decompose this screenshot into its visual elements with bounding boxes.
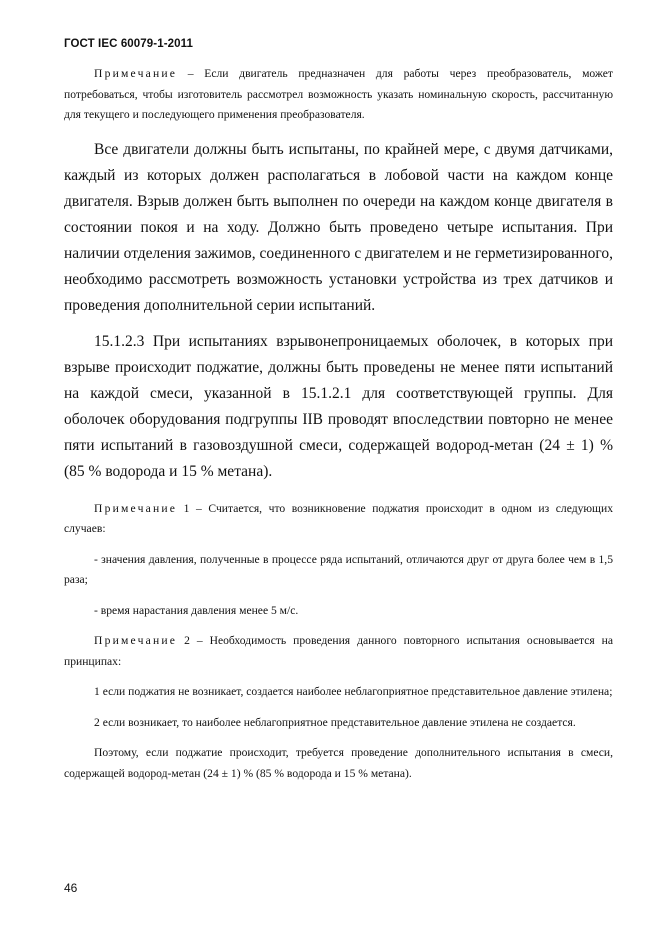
page-number: 46 [64, 881, 78, 895]
note-2-item-1: 1 если поджатия не возникает, создается наиболее неблагоприятное представительное давление этилена; [94, 685, 613, 698]
note-converter [64, 64, 613, 126]
note-1-label: Примечание [94, 501, 178, 515]
note-2-conclusion: Поэтому, если поджатие происходит, требуется проведение дополнительного испытания в смеси, содержащей водород-метан (24 ± 1) % (85 % водорода и 15 % метана). [64, 746, 613, 780]
note-1-text: 1 – Считается, что возникновение поджатия происходит в одном из следующих случаев: [64, 501, 613, 535]
note-text: – Если двигатель предназначен для работы через преобразователь, может потребоваться, чтобы изготовитель рассмотрел возможность указать номинальную скорость, рассчитанную для текущего и последующего применения преобразователя. [64, 67, 613, 121]
note-2 [64, 631, 613, 672]
note-2-item-2: 2 если возникает, то наиболее неблагоприятное представительное давление этилена не создается. [94, 715, 576, 729]
note-2-label: Примечание [94, 634, 178, 647]
paragraph-15-1-2-3: 15.1.2.3 При испытаниях взрывонепроницаемых оболочек, в которых при взрыве происходит поджатие, должны быть проведены не менее пяти испытаний на каждой смеси, указанной в 15.1.2.1 для соответствующей группы. Для оболочек оборудования подгруппы IIB проводят впоследствии повторно не менее пяти испытаний в газовоздушной смеси, содержащей водород-метан (24 ± 1) % (85 % водорода и 15 % метана). [64, 332, 613, 480]
note-label: Примечание [94, 67, 178, 80]
note-1 [64, 499, 613, 540]
note-2-text: 2 – Необходимость проведения данного повторного испытания основывается на принципах: [64, 634, 613, 668]
note-1-item-rise-time: - время нарастания давления менее 5 м/с. [94, 603, 299, 617]
note-1-item-pressure-ratio: - значения давления, полученные в процессе ряда испытаний, отличаются друг от друга более чем в 1,5 раза; [64, 552, 613, 586]
document-body [64, 64, 613, 784]
document-header: ГОСТ IEC 60079-1-2011 [64, 38, 193, 50]
paragraph-motors-testing: Все двигатели должны быть испытаны, по крайней мере, с двумя датчиками, каждый из которых должен располагаться в лобовой части на каждом конце двигателя. Взрыв должен быть выполнен по очереди на каждом конце двигателя в состоянии покоя и на ходу. Должно быть проведено четыре испытания. При наличии отделения зажимов, соединенного с двигателем и не герметизированного, необходимо рассмотреть возможность установки устройства из трех датчиков и проведения дополнительной серии испытаний. [64, 140, 613, 314]
